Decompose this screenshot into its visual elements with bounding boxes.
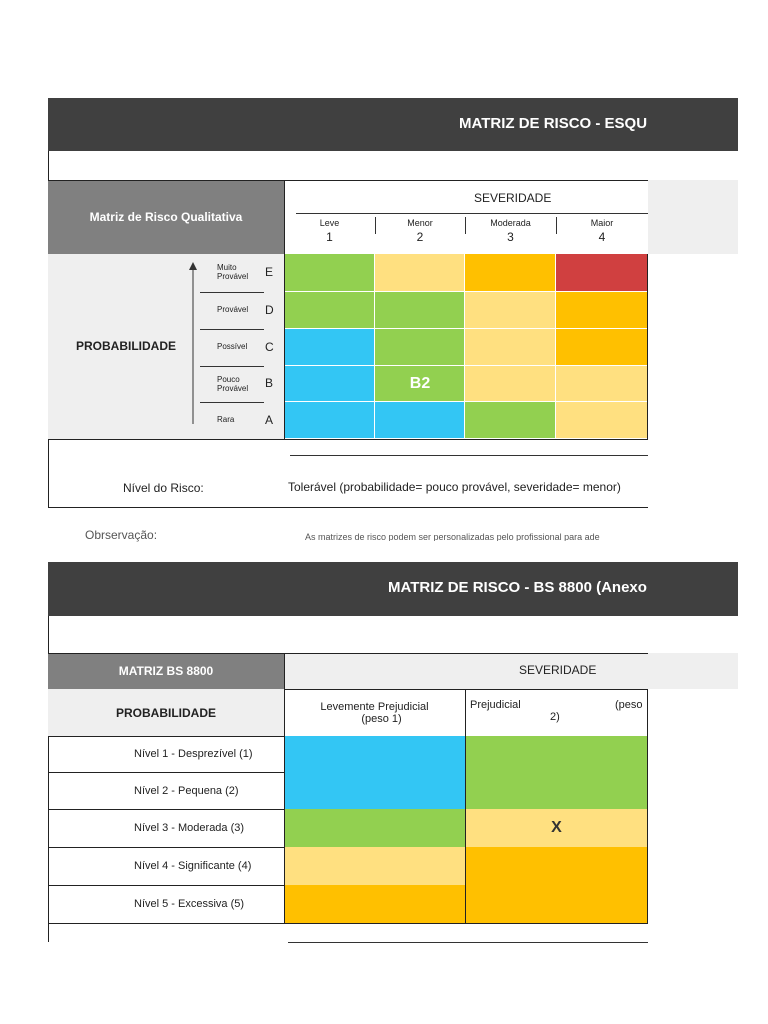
probability-row-c	[200, 329, 280, 366]
probability-row-a	[200, 402, 280, 439]
risk-cell	[465, 402, 556, 439]
matrix2-probability-label: PROBABILIDADE	[115, 705, 216, 720]
matrix2-row-3	[48, 809, 284, 847]
matrix2-risk-cell	[285, 736, 465, 772]
risk-cell	[465, 292, 556, 329]
matrix2-severity-header	[284, 653, 738, 689]
probability-row-name-2: Provável	[217, 272, 249, 281]
risk-cell	[285, 292, 375, 329]
severity-col-1	[284, 218, 375, 252]
matrix1-title: MATRIZ DE RISCO - ESQU	[459, 115, 648, 132]
risk-cell	[375, 292, 465, 329]
matrix2-risk-cell	[285, 772, 465, 809]
probability-row-name: Rara	[217, 415, 235, 424]
matrix2-row-label: Nível 2 - Pequena (2)	[134, 784, 239, 797]
severity-col-3	[465, 218, 556, 252]
probability-row-letter: A	[265, 413, 274, 427]
matrix2-sev-col2-weight-end: 2)	[550, 711, 560, 723]
severity-col-2	[375, 218, 465, 252]
matrix1-marker: B2	[409, 375, 431, 392]
probability-row-name-2: Provável	[217, 384, 249, 393]
risk-level-value: Tolerável (probabilidade= pouco provável, severidade= menor)	[288, 480, 621, 494]
probability-arrow-icon	[188, 262, 198, 424]
severity-col-num: 2	[416, 230, 424, 244]
matrix2-title-bar	[48, 562, 738, 616]
severity-col-name: Maior	[590, 218, 614, 228]
probability-row-name: Pouco	[217, 375, 240, 384]
matrix2-risk-cell	[466, 885, 647, 923]
matrix2-sev-col2-label: Prejudicial	[470, 699, 521, 711]
severity-col-num: 1	[326, 230, 333, 244]
matrix2-row-2	[48, 772, 284, 809]
matrix1-header-label: Matriz de Risco Qualitativa	[89, 210, 243, 224]
matrix2-risk-cell	[466, 847, 647, 885]
risk-cell	[465, 329, 556, 366]
severity-col-name: Leve	[319, 218, 340, 228]
severity-col-4	[556, 218, 648, 252]
matrix2-row-label: Nível 5 - Excessiva (5)	[134, 898, 245, 910]
severity-col-num: 3	[507, 230, 514, 244]
matrix2-sev-col1-label: Levemente Prejudicial	[320, 700, 429, 713]
risk-cell	[556, 292, 648, 329]
risk-cell	[285, 402, 375, 439]
matrix2-row-4	[48, 847, 284, 885]
matrix2-sev-col1	[284, 689, 465, 736]
probability-row-name: Possível	[217, 342, 248, 351]
matrix2-row-label: Nível 1 - Desprezível (1)	[134, 748, 253, 760]
risk-cell	[285, 366, 375, 402]
matrix2-title: MATRIZ DE RISCO - BS 8800 (Anexo	[388, 579, 647, 596]
probability-row-letter: D	[265, 303, 274, 317]
matrix2-header-label: MATRIZ BS 8800	[118, 664, 214, 678]
matrix2-risk-cell	[466, 772, 647, 809]
matrix1-probability-label: PROBABILIDADE	[76, 339, 177, 353]
matrix2-probability-cell	[48, 689, 284, 736]
severity-col-name: Moderada	[490, 218, 531, 228]
matrix2-risk-cell	[285, 885, 465, 923]
probability-row-b	[200, 366, 280, 402]
matrix2-risk-cell	[285, 847, 465, 885]
risk-cell	[285, 254, 375, 292]
probability-row-name: Provável	[217, 305, 249, 314]
probability-row-d	[200, 292, 280, 329]
matrix2-sev-col2-weight: (peso	[615, 699, 643, 711]
probability-row-name: Muito	[217, 263, 237, 272]
risk-cell	[375, 254, 465, 292]
matrix1-severity-header	[284, 180, 738, 254]
matrix2-row-1	[48, 736, 284, 772]
severity-col-num: 4	[598, 230, 606, 244]
matrix2-sev-col1-weight: (peso 1)	[361, 712, 402, 725]
risk-cell	[285, 329, 375, 366]
matrix2-row-label: Nível 3 - Moderada (3)	[134, 822, 245, 834]
risk-cell	[375, 402, 465, 439]
matrix2-row-5	[48, 885, 284, 923]
probability-row-letter: C	[265, 340, 274, 354]
matrix1-title-bar	[48, 98, 738, 151]
risk-cell	[375, 329, 465, 366]
matrix2-marker: X	[551, 819, 562, 836]
risk-cell	[556, 366, 648, 402]
observation-label: Obrservação:	[85, 528, 158, 542]
matrix2-severity-label: SEVERIDADE	[519, 663, 597, 677]
risk-cell	[556, 254, 648, 292]
matrix2-sev-col2	[465, 689, 648, 736]
matrix2-risk-cell	[466, 736, 647, 772]
matrix2-header-label-cell	[48, 653, 284, 689]
probability-row-e	[200, 254, 280, 292]
matrix2-risk-cell	[285, 809, 465, 847]
observation-text: As matrizes de risco podem ser personalizadas pelo profissional para ade	[305, 532, 600, 541]
probability-row-letter: B	[265, 376, 274, 390]
severity-col-name: Menor	[407, 218, 433, 228]
risk-cell	[556, 402, 648, 439]
risk-level-label: Nível do Risco:	[123, 481, 204, 495]
risk-cell	[465, 254, 556, 292]
risk-cell	[556, 329, 648, 366]
matrix1-header-label-cell	[48, 180, 284, 254]
risk-cell	[465, 366, 556, 402]
probability-row-letter: E	[265, 265, 274, 279]
matrix2-row-label: Nível 4 - Significante (4)	[134, 860, 252, 872]
matrix1-severity-label: SEVERIDADE	[474, 191, 552, 205]
